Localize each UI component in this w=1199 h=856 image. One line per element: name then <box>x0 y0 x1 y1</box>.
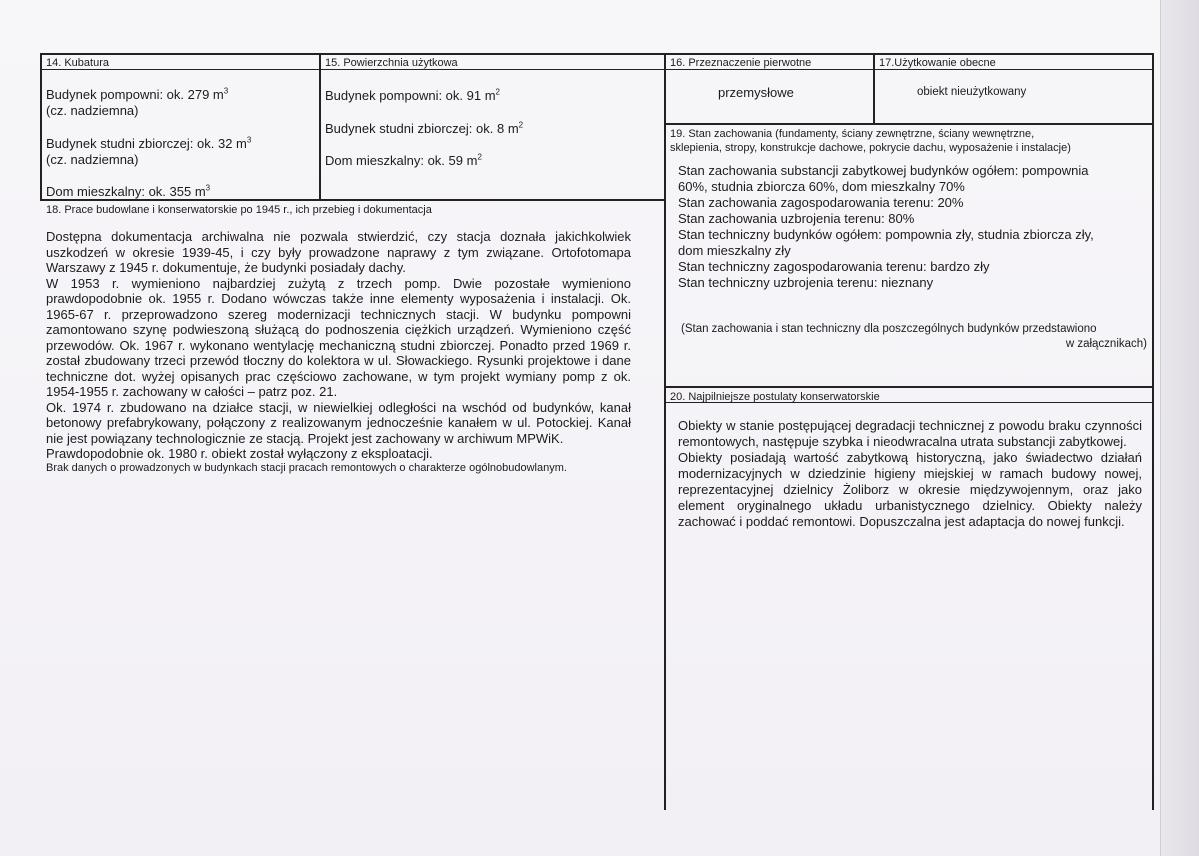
kubatura-dom-text: Dom mieszkalny: ok. 355 m <box>46 184 206 199</box>
prace-body <box>46 229 631 475</box>
postulaty-header: 20. Najpilniejsze postulaty konserwatorskie <box>670 391 880 403</box>
stan-header-line-2: sklepienia, stropy, konstrukcje dachowe, pokrycie dachu, wyposażenie i instalacje) <box>670 142 1071 154</box>
frame-top-line <box>40 53 1153 55</box>
uzytkowanie-value: obiekt nieużytkowany <box>917 86 1027 98</box>
stan-line: Stan techniczny budynków ogółem: pompownia zły, studnia zbiorcza zły, <box>678 227 1094 242</box>
powierzchnia-dom-text: Dom mieszkalny: ok. 59 m <box>325 153 478 168</box>
kubatura-studnia-note: (cz. nadziemna) <box>46 152 139 167</box>
kubatura-pompownia-note: (cz. nadziemna) <box>46 103 139 118</box>
prace-small-note: Brak danych o prowadzonych w budynkach stacji pracach remontowych o charakterze ogólnobudowlanym. <box>46 461 567 474</box>
stan-line: Stan techniczny uzbrojenia terenu: nieznany <box>678 275 934 290</box>
postulaty-paragraph: Obiekty posiadają wartość zabytkową historyczną, jako świadectwo działań modernizacyjnych w dziedzinie higieny miejskiej w ramach budowy nowej, reprezentacyjnej dzielnicy Żoliborz w okresie międzywojennym, oraz jako element oryginalnego układu urbanistycznego dzielnicy. Obiekty należy zachować i poddać remontowi. Dopuszczalna jest adaptacja do nowej funkcji. <box>678 450 1142 529</box>
unit-exponent: 2 <box>477 152 482 162</box>
frame-right-line <box>1152 53 1154 810</box>
kubatura-studnia-text: Budynek studni zbiorczej: ok. 32 m <box>46 136 247 151</box>
row-line-19-top <box>664 123 1153 125</box>
paper-edge <box>1160 0 1199 856</box>
divider-left-right <box>664 53 666 810</box>
stan-header-line-1: 19. Stan zachowania (fundamenty, ściany zewnętrzne, ściany wewnętrzne, <box>670 128 1035 140</box>
kubatura-pompownia-text: Budynek pompowni: ok. 279 m <box>46 87 224 102</box>
frame-left-line <box>40 53 42 200</box>
przeznaczenie-header: 16. Przeznaczenie pierwotne <box>670 57 812 69</box>
stan-line: 60%, studnia zbiorcza 60%, dom mieszkalny 70% <box>678 179 965 194</box>
stan-note-line-1: (Stan zachowania i stan techniczny dla poszczególnych budynków przedstawiono <box>681 323 1097 335</box>
stan-line: Stan zachowania uzbrojenia terenu: 80% <box>678 211 915 226</box>
powierzchnia-pompownia <box>325 88 500 104</box>
prace-paragraph: Dostępna dokumentacja archiwalna nie pozwala stwierdzić, czy stacja doznała jakichkolwiek uszkodzeń w okresie 1939-45, i czy były prowadzone naprawy z tym związane. Ortofotomapa Warszawy z 1945 r. dokumentuje, że budynki posiadały dachy. <box>46 229 631 275</box>
divider-16-17 <box>873 53 875 123</box>
unit-exponent: 2 <box>518 120 524 130</box>
unit-exponent: 3 <box>223 86 229 96</box>
powierzchnia-pompownia-text: Budynek pompowni: ok. 91 m <box>325 88 496 103</box>
kubatura-dom <box>46 184 210 200</box>
divider-14-15 <box>319 53 321 199</box>
stan-line: Stan zachowania zagospodarowania terenu: 20% <box>678 195 964 210</box>
postulaty-paragraph: Obiekty w stanie postępującej degradacji technicznej z powodu braku czynności remontowych, następuje szybka i nieodwracalna utrata substancji zabytkowej. <box>678 418 1142 449</box>
stan-line: dom mieszkalny zły <box>678 243 791 258</box>
uzytkowanie-header: 17.Użytkowanie obecne <box>879 57 996 69</box>
kubatura-header: 14. Kubatura <box>46 57 109 69</box>
unit-exponent: 2 <box>495 87 500 97</box>
kubatura-studnia <box>46 136 251 152</box>
postulaty-body <box>678 418 1142 530</box>
stan-line: Stan techniczny zagospodarowania terenu: bardzo zły <box>678 259 990 274</box>
prace-paragraph: W 1953 r. wymieniono najbardziej zużytą z trzech pomp. Dwie pozostałe wymieniono prawdopodobnie ok. 1955 r. Dodano wówczas także inne elementy wyposażenia i instalacji. Ok. 1965-67 r. przeprowadzono szereg modernizacji technicznych stacji. W budynku pompowni zamontowano szynę podwieszoną służącą do podnoszenia ciężkich urządzeń. Wymieniono część przewodów. Ok. 1967 r. wykonano wentylację mechaniczną studni zbiorczej. Ponadto przed 1969 r. został zbudowany trzeci przewód tłoczny do kolektora w ul. Słowackiego. Rysunki projektowe i dane techniczne dot. wyżej opisanych prac częściowo zachowane, w tym projekt wymiany pomp z ok. 1954-1955 r. zachowany w całości – patrz poz. 21. <box>46 275 631 399</box>
powierzchnia-studnia <box>325 121 523 137</box>
prace-header: 18. Prace budowlane i konserwatorskie po 1945 r., ich przebieg i dokumentacja <box>46 204 432 216</box>
row-line-20-top <box>664 386 1153 388</box>
prace-paragraph: Prawdopodobnie ok. 1980 r. obiekt został wyłączony z eksploatacji. <box>46 446 433 461</box>
stan-line: Stan zachowania substancji zabytkowej budynków ogółem: pompownia <box>678 163 1089 178</box>
unit-exponent: 3 <box>205 183 211 193</box>
powierzchnia-studnia-text: Budynek studni zbiorczej: ok. 8 m <box>325 121 519 136</box>
kubatura-pompownia <box>46 87 228 103</box>
stan-note-line-2: w załącznikach) <box>1065 338 1147 350</box>
przeznaczenie-value: przemysłowe <box>718 85 794 100</box>
powierzchnia-header: 15. Powierzchnia użytkowa <box>325 57 458 69</box>
prace-paragraph: Ok. 1974 r. zbudowano na działce stacji, w niewielkiej odległości na wschód od budynków, kanał betonowy prefabrykowany, połączony z realizowanym jednocześnie kanałem w ul. Potockiej. Kanał nie jest powiązany technologicznie ze stacją. Projekt jest zachowany w archiwum MPWiK. <box>46 399 631 446</box>
unit-exponent: 3 <box>246 135 252 145</box>
powierzchnia-dom <box>325 153 482 169</box>
